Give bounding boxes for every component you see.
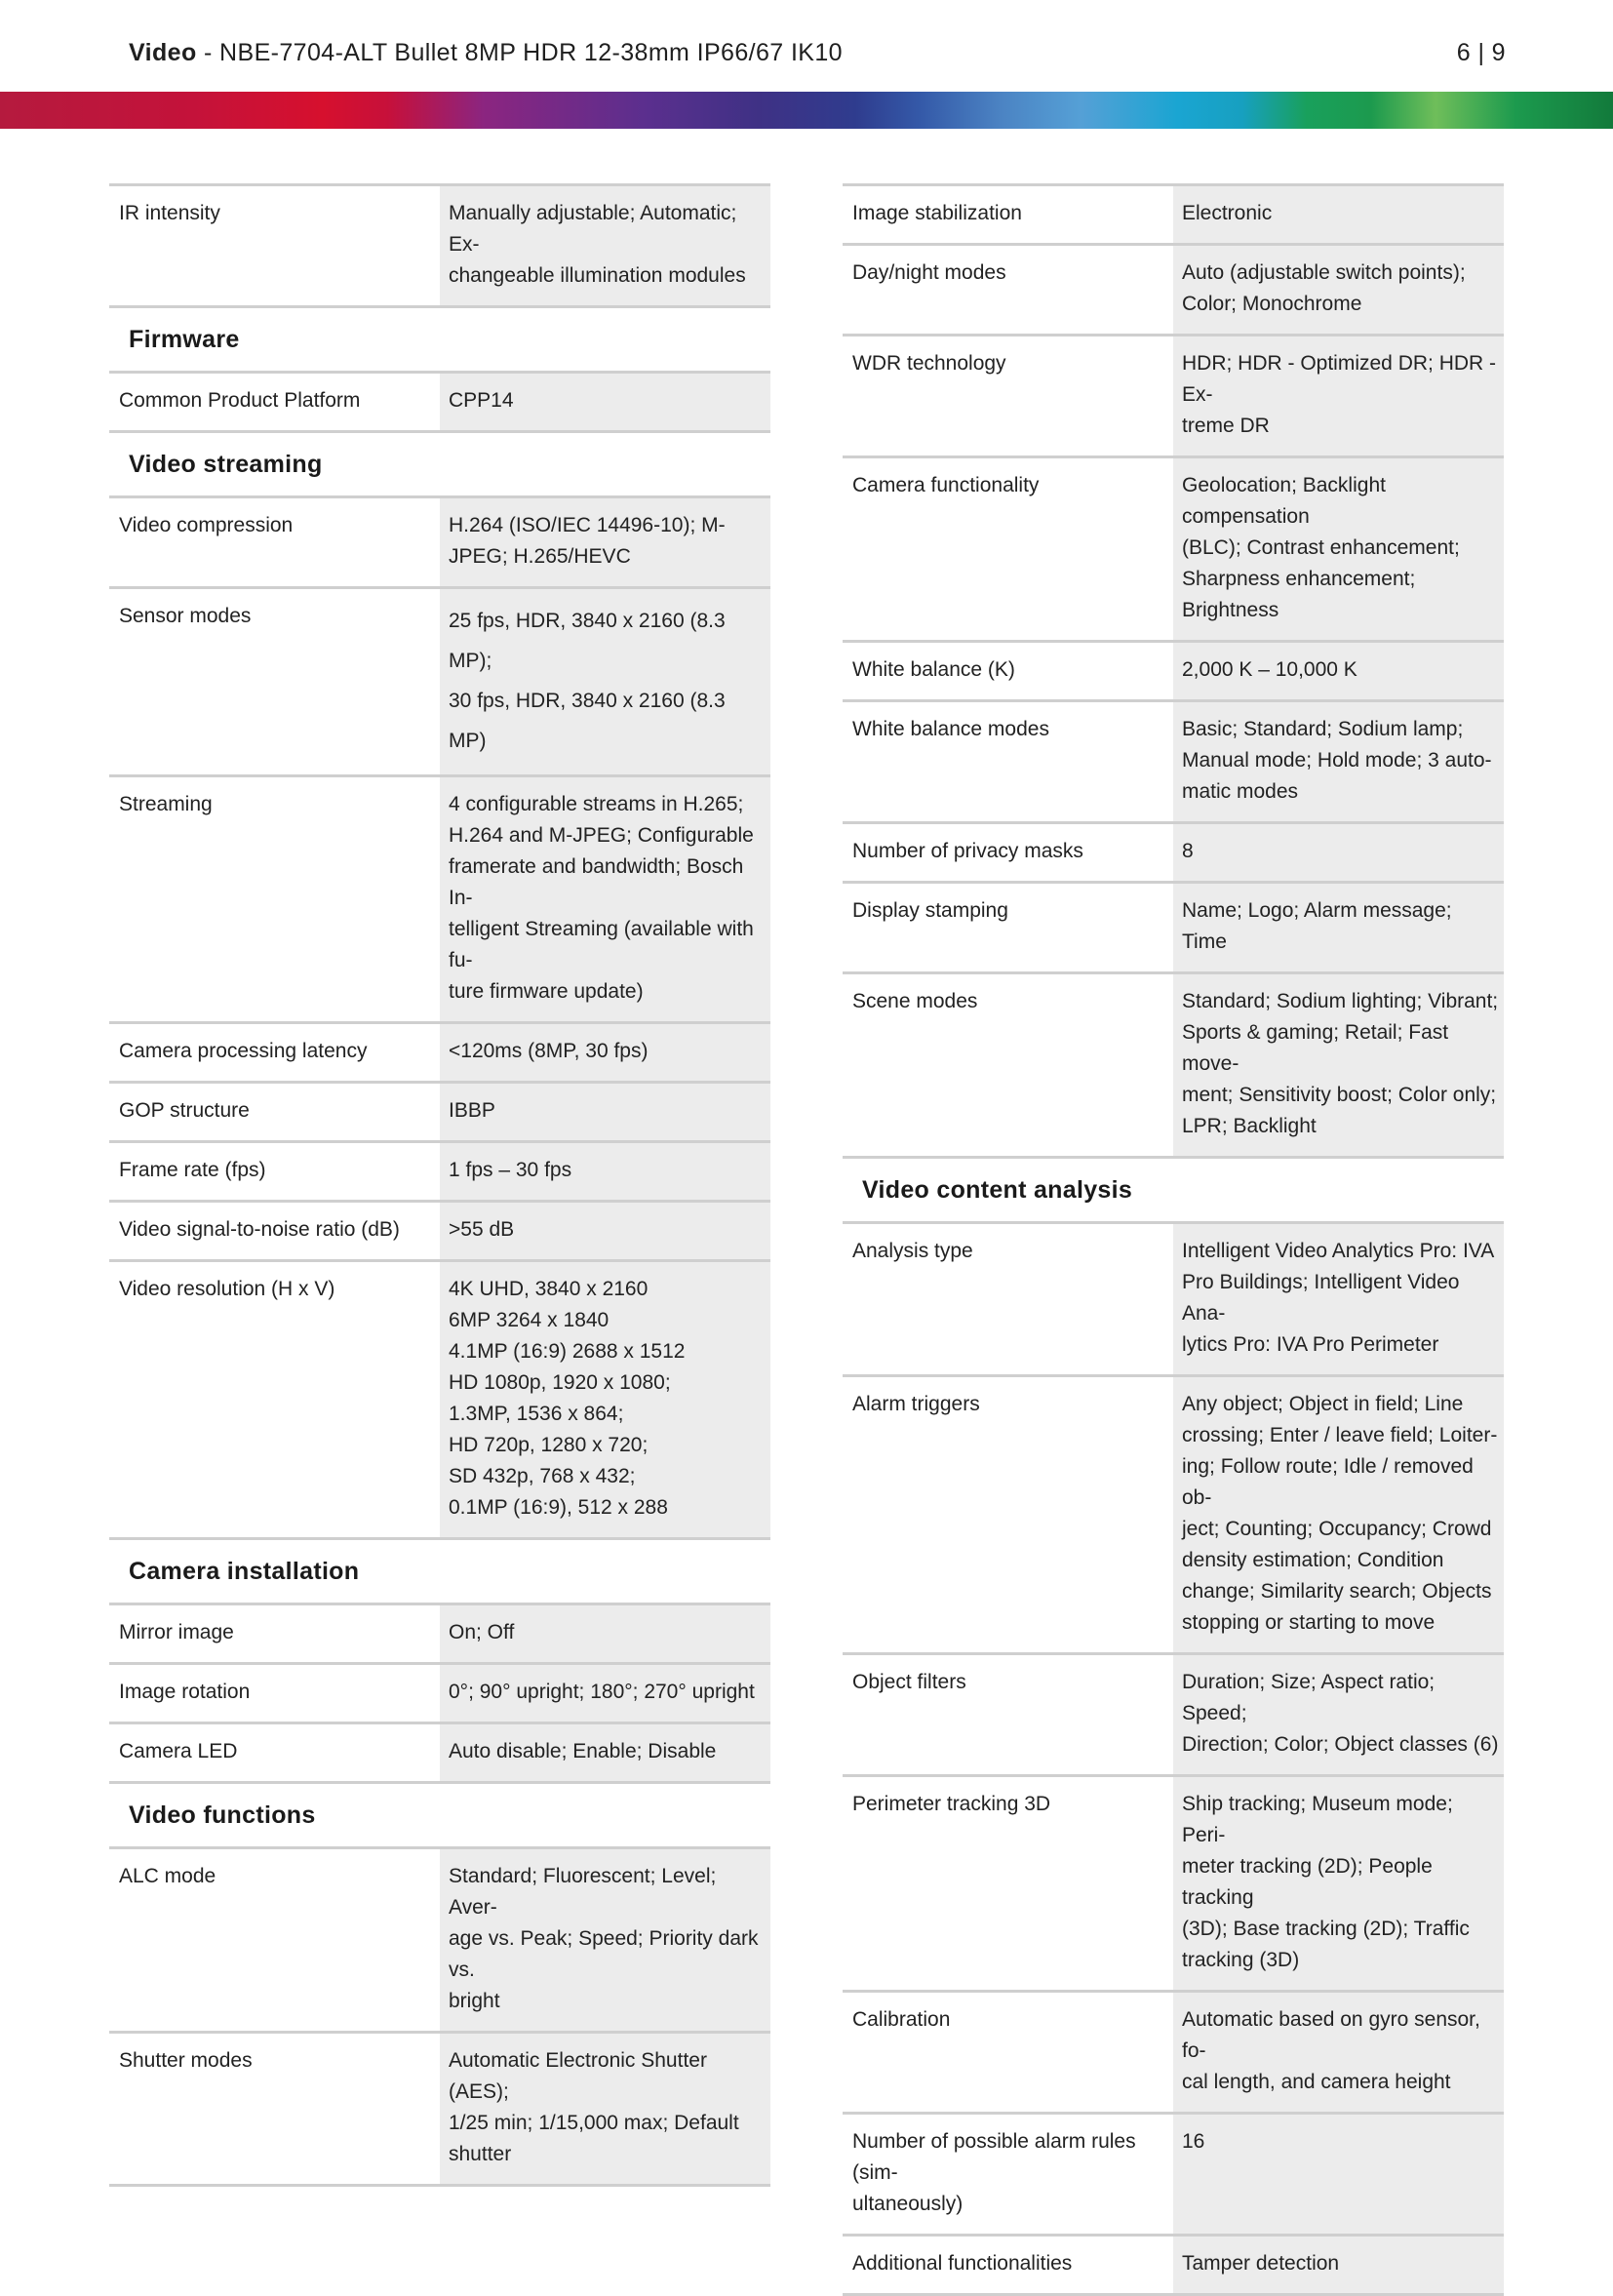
spec-value: IBBP (440, 1084, 770, 1140)
spec-value: Auto disable; Enable; Disable (440, 1724, 770, 1781)
spec-label: Analysis type (852, 1240, 973, 1262)
spec-value: Automatic Electronic Shutter (AES); 1/25 min; 1/15,000 max; Default shutter (440, 2034, 770, 2184)
spec-row (109, 777, 770, 1024)
page-number: 6 | 9 (1456, 38, 1506, 66)
spec-label: White balance (K) (852, 658, 1015, 681)
spec-value: 4 configurable streams in H.265; H.264 and M-JPEG; Configurable framerate and bandwidth; Bosch In- telligent Streaming (available with fu- ture firmware update) (440, 777, 770, 1021)
spec-row (109, 2034, 770, 2187)
spec-value: Electronic (1173, 186, 1504, 243)
spec-label: Calibration (852, 2008, 951, 2031)
spec-label: Number of privacy masks (852, 840, 1083, 862)
spec-label: Shutter modes (119, 2049, 253, 2072)
left-spec-column (109, 183, 770, 2187)
spec-label: Sensor modes (119, 605, 252, 627)
section-heading: Firmware (109, 308, 770, 374)
spec-label: Day/night modes (852, 261, 1006, 284)
document-title (129, 39, 843, 67)
spec-value: On; Off (440, 1605, 770, 1662)
spec-value: Intelligent Video Analytics Pro: IVA Pro Buildings; Intelligent Video Ana- lytics Pro: IVA Pro Perimeter (1173, 1224, 1504, 1374)
spec-row (843, 702, 1504, 824)
spec-value: 1 fps – 30 fps (440, 1143, 770, 1200)
spec-row (109, 1605, 770, 1665)
spec-label: Object filters (852, 1671, 966, 1693)
spec-row (109, 1084, 770, 1143)
spec-value: Manually adjustable; Automatic; Ex- changeable illumination modules (440, 186, 770, 305)
spec-row (109, 589, 770, 777)
spec-value: Ship tracking; Museum mode; Peri- meter tracking (2D); People tracking (3D); Base tracking (2D); Traffic tracking (3D) (1173, 1777, 1504, 1990)
page-header (129, 35, 1506, 70)
spec-label: Common Product Platform (119, 389, 361, 412)
spec-label: Mirror image (119, 1621, 234, 1643)
spec-row (843, 884, 1504, 974)
section-heading: Camera installation (109, 1540, 770, 1605)
spec-value: Duration; Size; Aspect ratio; Speed; Direction; Color; Object classes (6) (1173, 1655, 1504, 1774)
spec-row (109, 1203, 770, 1262)
spec-label: Frame rate (fps) (119, 1159, 266, 1181)
spec-label: Additional functionalities (852, 2252, 1073, 2275)
spec-row (843, 1777, 1504, 1993)
spec-value: <120ms (8MP, 30 fps) (440, 1024, 770, 1081)
spec-value: HDR; HDR - Optimized DR; HDR - Ex- treme DR (1173, 336, 1504, 455)
spec-value: Tamper detection (1173, 2237, 1504, 2293)
right-spec-column (843, 183, 1504, 2296)
spec-value: Basic; Standard; Sodium lamp; Manual mode; Hold mode; 3 auto- matic modes (1173, 702, 1504, 821)
section-heading: Video content analysis (843, 1159, 1504, 1224)
spec-row (109, 498, 770, 589)
title-rest: - NBE-7704-ALT Bullet 8MP HDR 12-38mm IP66/67 IK10 (196, 38, 843, 66)
spec-value: Auto (adjustable switch points); Color; Monochrome (1173, 246, 1504, 334)
spec-value: 4K UHD, 3840 x 2160 6MP 3264 x 1840 4.1MP (16:9) 2688 x 1512 HD 1080p, 1920 x 1080; 1.3MP, 1536 x 864; HD 720p, 1280 x 720; SD 432p, 768 x 432; 0.1MP (16:9), 512 x 288 (440, 1262, 770, 1537)
title-bold: Video (129, 38, 197, 66)
spec-label: Alarm triggers (852, 1393, 980, 1415)
spec-label: Scene modes (852, 990, 978, 1012)
spec-row (109, 1665, 770, 1724)
spec-label: Camera processing latency (119, 1040, 368, 1062)
spec-row (109, 1024, 770, 1084)
spec-row (843, 246, 1504, 336)
spec-row (109, 1143, 770, 1203)
spec-value: Geolocation; Backlight compensation (BLC); Contrast enhancement; Sharpness enhancement; Brightness (1173, 458, 1504, 640)
spec-label: ALC mode (119, 1865, 216, 1887)
spec-value: >55 dB (440, 1203, 770, 1259)
brand-color-band (0, 92, 1613, 129)
spec-row (843, 458, 1504, 643)
spec-value: Any object; Object in field; Line crossing; Enter / leave field; Loiter- ing; Follow route; Idle / removed ob- ject; Counting; Occupancy; Crowd density estimation; Condition change; Similarity search; Objects stopping or starting to move (1173, 1377, 1504, 1652)
spec-label: Camera functionality (852, 474, 1040, 496)
spec-label: Video signal-to-noise ratio (dB) (119, 1218, 400, 1241)
spec-label: Display stamping (852, 899, 1008, 922)
spec-value: Standard; Sodium lighting; Vibrant; Sports & gaming; Retail; Fast move- ment; Sensitivity boost; Color only; LPR; Backlight (1173, 974, 1504, 1156)
spec-row (843, 974, 1504, 1159)
spec-label: Number of possible alarm rules (sim- ultaneously) (852, 2130, 1136, 2215)
spec-value: H.264 (ISO/IEC 14496-10); M- JPEG; H.265/HEVC (440, 498, 770, 586)
spec-row (843, 2237, 1504, 2296)
spec-label: Video resolution (H x V) (119, 1278, 335, 1300)
spec-value: Automatic based on gyro sensor, fo- cal length, and camera height (1173, 1993, 1504, 2112)
spec-row (843, 1377, 1504, 1655)
spec-row (109, 1262, 770, 1540)
spec-value: Name; Logo; Alarm message; Time (1173, 884, 1504, 971)
spec-label: GOP structure (119, 1099, 250, 1122)
spec-label: Camera LED (119, 1740, 238, 1762)
spec-label: Perimeter tracking 3D (852, 1793, 1051, 1815)
spec-label: Image rotation (119, 1681, 251, 1703)
spec-row (843, 643, 1504, 702)
spec-label: WDR technology (852, 352, 1006, 375)
spec-value: 0°; 90° upright; 180°; 270° upright (440, 1665, 770, 1722)
spec-row (843, 183, 1504, 246)
spec-row (843, 824, 1504, 884)
spec-value: 8 (1173, 824, 1504, 881)
spec-label: Video compression (119, 514, 294, 536)
spec-row (109, 374, 770, 433)
spec-value: 2,000 K – 10,000 K (1173, 643, 1504, 699)
spec-row (109, 1724, 770, 1784)
section-heading: Video streaming (109, 433, 770, 498)
spec-row (843, 1655, 1504, 1777)
spec-row (843, 336, 1504, 458)
spec-label: Image stabilization (852, 202, 1022, 224)
spec-label: IR intensity (119, 202, 220, 224)
spec-row (843, 1224, 1504, 1377)
spec-value: 16 (1173, 2115, 1504, 2234)
spec-row (843, 1993, 1504, 2115)
spec-label: White balance modes (852, 718, 1049, 740)
spec-value: CPP14 (440, 374, 770, 430)
section-heading: Video functions (109, 1784, 770, 1849)
spec-row (843, 2115, 1504, 2237)
spec-value: Standard; Fluorescent; Level; Aver- age vs. Peak; Speed; Priority dark vs. bright (440, 1849, 770, 2031)
spec-row (109, 183, 770, 308)
spec-label: Streaming (119, 793, 213, 815)
spec-row (109, 1849, 770, 2034)
spec-value: 25 fps, HDR, 3840 x 2160 (8.3 MP); 30 fps, HDR, 3840 x 2160 (8.3 MP) (440, 589, 770, 774)
